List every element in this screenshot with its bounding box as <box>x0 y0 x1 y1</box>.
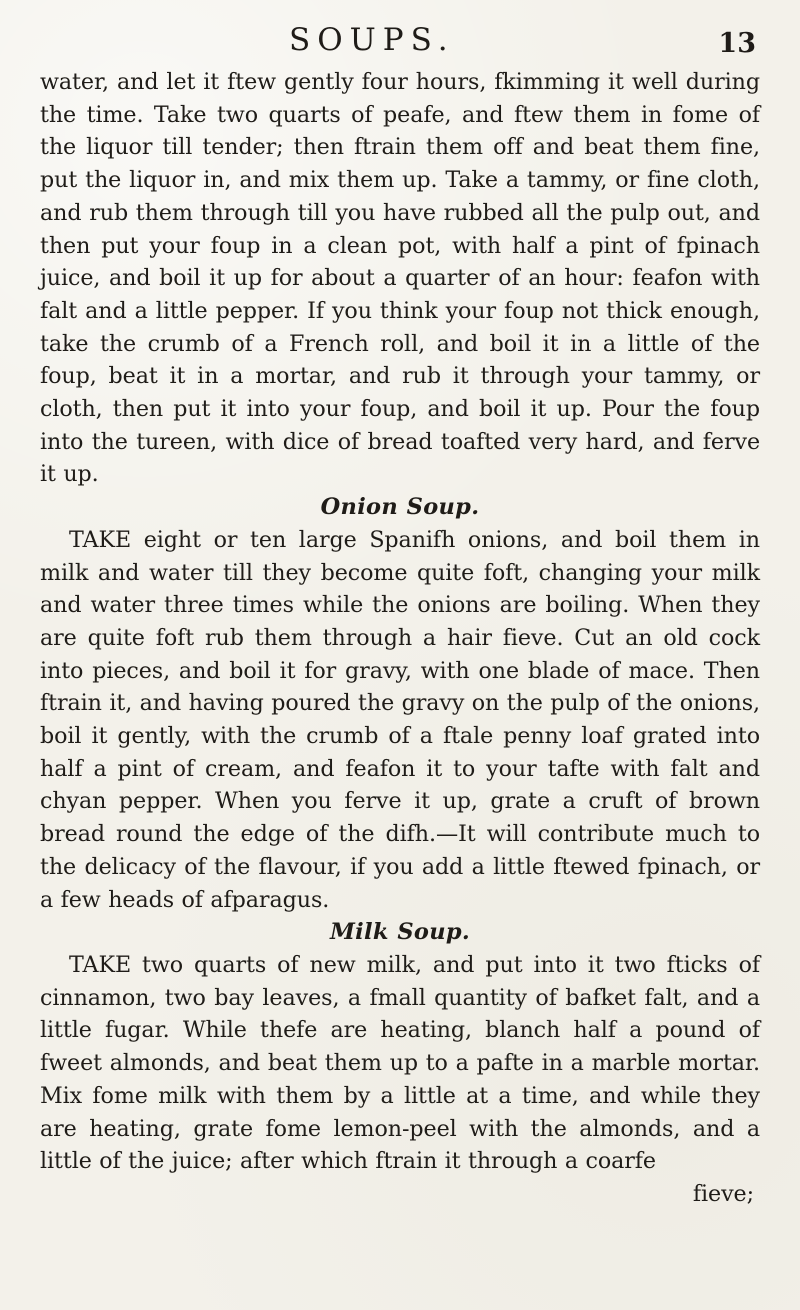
section-title-onion-soup: Onion Soup. <box>320 494 480 521</box>
continued-recipe-paragraph: water, and let it ftew gently four hours, fkimming it well during the time. Take two quarts of peafe, and ftew them in fome of the liquor till tender; then ftrain them off and beat them fine, put the liquor in, and mix them up. Take a tammy, or fine cloth, and rub them through till you have rubbed all the pulp out, and then put your foup in a clean pot, with half a pint of fpinach juice, and boil it up for about a quarter of an hour: feafon with falt and a little pepper. If you think your foup not thick enough, take the crumb of a French roll, and boil it in a little of the foup, beat it in a mortar, and rub it through your tammy, or cloth, then put it into your foup, and boil it up. Pour the foup into the tureen, with dice of bread toafted very hard, and ferve it up. <box>40 69 760 488</box>
section-title-milk-soup: Milk Soup. <box>329 919 471 946</box>
page-content <box>40 66 760 1211</box>
onion-soup-paragraph: TAKE eight or ten large Spanifh onions, and boil them in milk and water till they become quite foft, changing your milk and water three times while the onions are boiling. When they are quite foft rub them through a hair fieve. Cut an old cock into pieces, and boil it for gravy, with one blade of mace. Then ftrain it, and having poured the gravy on the pulp of the onions, boil it gently, with the crumb of a ftale penny loaf grated into half a pint of cream, and feafon it to your tafte with falt and chyan pepper. When you ferve it up, grate a cruft of brown bread round the edge of the difh.—It will contribute much to the delicacy of the flavour, if you add a little ftewed fpinach, or a few heads of afparagus. <box>40 526 760 913</box>
catchword: fieve; <box>692 1180 754 1207</box>
running-title: SOUPS. <box>289 22 455 58</box>
page-number: 13 <box>718 28 756 59</box>
milk-soup-paragraph: TAKE two quarts of new milk, and put into it two fticks of cinnamon, two bay leaves, a fmall quantity of bafket falt, and a little fugar. While thefe are heating, blanch half a pound of fweet almonds, and beat them up to a pafte in a marble mortar. Mix fome milk with them by a little at a time, and while they are heating, grate fome lemon-peel with the almonds, and a little of the juice; after which ftrain it through a coarfe <box>40 951 760 1175</box>
running-head <box>40 18 760 58</box>
